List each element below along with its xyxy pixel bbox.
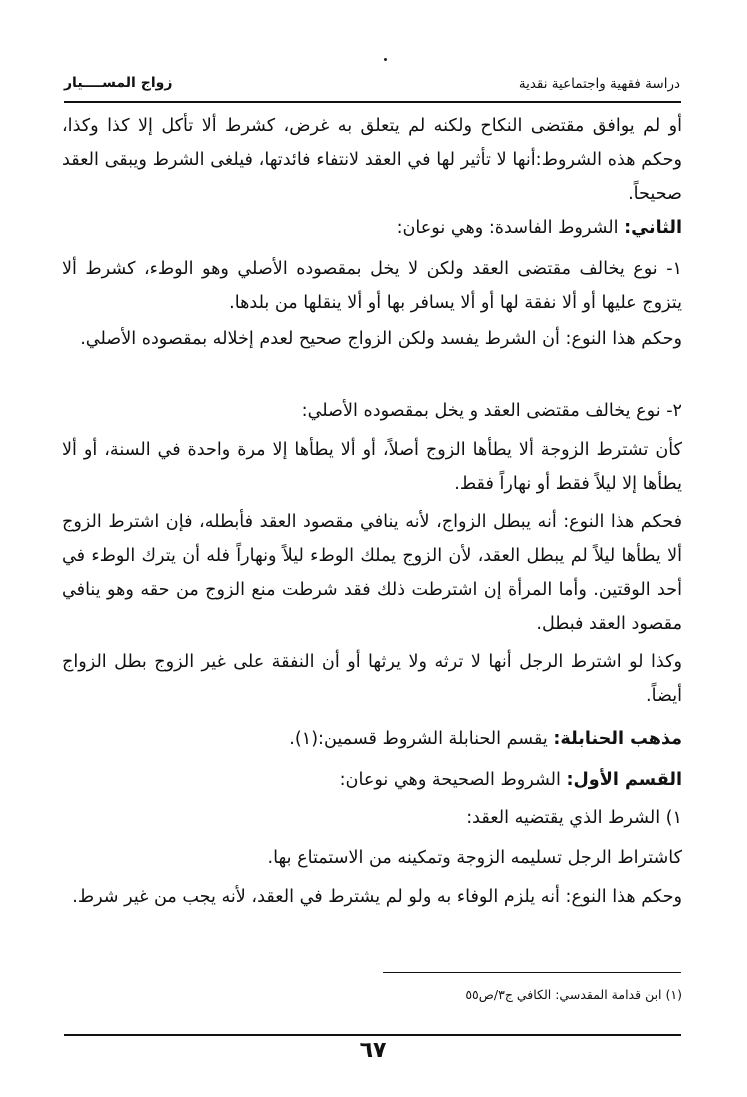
footnote-divider xyxy=(383,972,681,973)
paragraph-5: ٢- نوع يخالف مقتضى العقد و يخل بمقصوده الأصلي: xyxy=(301,401,682,421)
section-heading: القسم الأول: xyxy=(566,770,682,790)
paragraph-2: الثاني: الشروط الفاسدة: وهي نوعان: xyxy=(396,218,682,238)
footer-divider xyxy=(64,1034,681,1036)
paragraph-12: كاشتراط الرجل تسليمه الزوجة وتمكينه من الاستمتاع بها. xyxy=(267,848,682,868)
footnote: (١) ابن قدامة المقدسي: الكافي ج٣/ص٥٥ xyxy=(465,987,682,1002)
section-heading: مذهب الحنابلة: xyxy=(553,729,682,749)
paragraph-7: فحكم هذا النوع: أنه يبطل الزواج، لأنه ينافي مقصود العقد فأبطله، فإن اشترط الزوج ألا يطأها ليلاً لم يبطل العقد، لأن الزوج يملك الوطء ليلاً ونهاراً فله أن يترك الوطء في أحد الوقتين. وأما المرأة إن اشترطت ذلك فقد شرطت منع الزوج من حقه وهو ينافي مقصود العقد فبطل. xyxy=(62,512,682,634)
paragraph-11: ١) الشرط الذي يقتضيه العقد: xyxy=(466,808,682,828)
paragraph-1: أو لم يوافق مقتضى النكاح ولكنه لم يتعلق به غرض، كشرط ألا تأكل إلا كذا وكذا، وحكم هذه الشروط:أنها لا تأثير لها في العقد لانتفاء فائدتها، فيلغى الشرط ويبقى العقد صحيحاً. xyxy=(62,116,682,204)
header-book-subtitle: دراسة فقهية واجتماعية نقدية xyxy=(518,76,680,92)
paragraph-3: ١- نوع يخالف مقتضى العقد ولكن لا يخل بمقصوده الأصلي وهو الوطء، كشرط ألا يتزوج عليها أو ألا نفقة لها أو ألا يسافر بها أو ألا ينقلها من بلدها. xyxy=(62,259,682,313)
header-divider xyxy=(64,101,681,103)
paragraph-9: مذهب الحنابلة: يقسم الحنابلة الشروط قسمين:(١). xyxy=(289,729,682,749)
paragraph-8: وكذا لو اشترط الرجل أنها لا ترثه ولا يرثها أو أن النفقة على غير الزوج بطل الزواج أيضاً. xyxy=(62,652,682,706)
section-heading: الثاني: xyxy=(624,218,682,238)
paragraph-4: وحكم هذا النوع: أن الشرط يفسد ولكن الزواج صحيح لعدم إخلاله بمقصوده الأصلي. xyxy=(80,329,682,349)
header-book-title: زواج المســــيار xyxy=(64,75,173,91)
paragraph-6: كأن تشترط الزوجة ألا يطأها الزوج أصلاً، أو ألا يطأها إلا مرة واحدة في السنة، أو ألا يطأها إلا ليلاً فقط أو نهاراً فقط. xyxy=(62,440,682,494)
paragraph-13: وحكم هذا النوع: أنه يلزم الوفاء به ولو لم يشترط في العقد، لأنه يجب من غير شرط. xyxy=(72,887,682,907)
running-header xyxy=(64,74,680,100)
paragraph-10: القسم الأول: الشروط الصحيحة وهي نوعان: xyxy=(339,770,682,790)
page-mark xyxy=(384,58,387,61)
page-number: ٦٧ xyxy=(359,1038,387,1063)
